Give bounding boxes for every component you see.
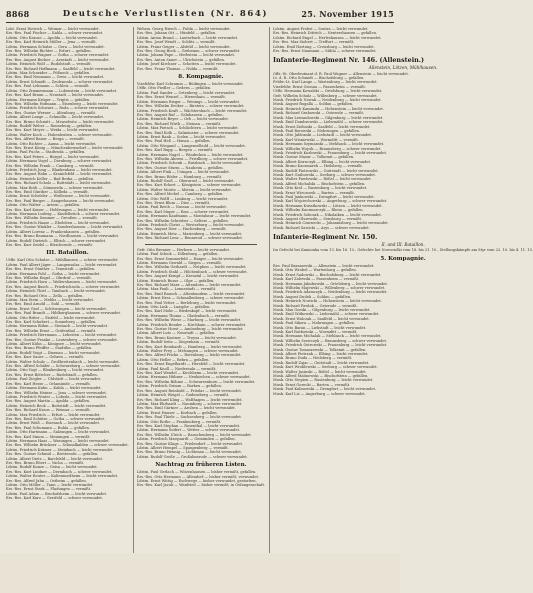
list-entry: Ldstm. Hermann Oswald — Siegen — vermißt. bbox=[136, 260, 222, 265]
list-entry: Ldstm. Ernst Wittig — Eschwege — bisher verwundet, gestorben. bbox=[136, 479, 257, 483]
list-entry: Ldstm. Hermann Pohl — Gotha — leicht verwundet. bbox=[6, 271, 101, 276]
list-entry: Ldstm. Heinrich Keller — Bad Berka — gefallen. bbox=[6, 176, 95, 181]
header-rule bbox=[6, 22, 394, 23]
list-entry: Ers.-Res. Gustav Werner — Altenburg — vermißt. bbox=[6, 110, 97, 115]
list-entry: Ers.-Res. Wilhelm Brückner — Schmalkalden — schwer verwundet. bbox=[6, 443, 129, 448]
list-entry: Musk. Wilhelm Wojcik — Braunsberg — schwer verwundet. bbox=[273, 146, 382, 151]
list-entry: Ers.-Res. Richard Hoffmann — Saalfeld — leicht verwundet. bbox=[6, 66, 116, 71]
list-entry: Musk. Richard Grabowski — Osterode — vermißt. bbox=[273, 111, 365, 116]
list-entry: Ers.-Res. Paul Schumann — Ruhla — gefallen. bbox=[6, 425, 90, 430]
list-entry: Ers.-Res. Ernst König — Münchenbernsdorf — leicht verwundet. bbox=[6, 145, 124, 150]
list-entry: Ldstm. Paul Sander — Ortenberg — leicht verwundet. bbox=[136, 90, 236, 95]
list-entry: Ers.-Res. Karl Braun — Neustadt — leicht verwundet. bbox=[6, 93, 104, 98]
page-number: 8868 bbox=[6, 9, 30, 19]
list-entry: Ldstm. Hermann Hübner — Neukirchen — schwer verwundet. bbox=[136, 375, 251, 380]
list-entry: Ldst. Ernst Dietrich — Weimar — leicht verwundet. bbox=[6, 27, 100, 31]
list-entry: Ldstm. Max Pietsch — Schlüchtern — leicht verwundet. bbox=[136, 126, 239, 131]
list-entry: Lt. d. R. Otto Schmidt — Bischofsburg — gefallen. bbox=[273, 76, 365, 81]
section-heading: 8. Kompagnie. bbox=[178, 74, 224, 81]
list-entry: Musk. Hermann Jakubowski — Ortelsburg — leicht verwundet. bbox=[273, 281, 388, 286]
list-entry: Ldstm. Hermann Haas — Wasungen — leicht verwundet. bbox=[6, 438, 110, 443]
list-entry: Musk. Friedrich Ostrowski — Frauenburg — leicht verwundet. bbox=[273, 343, 388, 348]
list-entry: Ers.-Res. Richard Lenz — Rennerod — schwer verwundet. bbox=[136, 236, 243, 241]
list-entry: Ers.-Res. Richard Marx — Attendorn — leicht verwundet. bbox=[136, 282, 242, 287]
list-entry: Ldstm. Johann Pape — Herbstein — leicht verwundet. bbox=[136, 53, 236, 58]
list-entry: Ldstm. Hermann Rieger — Wenings — leicht verwundet. bbox=[136, 99, 241, 104]
list-entry: Ldstm. Rudolf Große — Großalmerode — schwer verwundet. bbox=[136, 454, 248, 459]
list-entry: Ldstm. Walter Moritz — Idstein — leicht verwundet. bbox=[136, 187, 232, 192]
list-entry: Ldstm. Heinrich Wolf — Rudolstadt — vermißt. bbox=[6, 62, 92, 67]
list-entry: Ldstm. Hermann Vogel — Dornburg — schwer verwundet. bbox=[6, 159, 113, 164]
list-entry: Ldstm. Max Ehrhardt — Naumburg — schwer verwundet. bbox=[136, 401, 243, 406]
list-entry: Ers.-Res. Kurt Sauer — Gehren — vermißt. bbox=[6, 355, 85, 360]
list-entry: Ers.-Res. August Busch — Friedrichroda — schwer verwundet. bbox=[6, 284, 121, 289]
list-entry: Ldstm. Ernst Weiß — Eisenach — leicht verwundet. bbox=[6, 421, 101, 426]
list-entry: Musk. August Dudek — Soldau — gefallen. bbox=[273, 294, 352, 299]
list-entry: Musk. Alfred Michalski — Bischofstein — gefallen. bbox=[273, 181, 366, 186]
list-entry: Ers.-Res. Wilhelm Engel — Ohrdruf — vermißt. bbox=[6, 275, 92, 280]
list-entry: Ers.-Res. Kurt Seidel — Bleicherode — vermißt. bbox=[6, 242, 94, 247]
list-entry: Ldstm. Paul Fuchs — Stadtroda — gefallen. bbox=[6, 150, 86, 155]
list-entry: Ldstm. Rudolf Seitz — Ziegenhain — vermißt. bbox=[136, 340, 221, 345]
list-entry: Ers.-Res. Gustav Winkler — Sondershausen — leicht verwundet. bbox=[6, 225, 124, 230]
list-entry: Ers.-Res. Josef Wendt — Schlitz — vermißt. bbox=[136, 40, 216, 45]
list-entry: Ers.-Res. Karl Kaiser — Heldrungen — leicht verwundet. bbox=[6, 207, 110, 212]
list-entry: Ers.-Res. August Hahn — Kranichfeld — leicht verwundet. bbox=[6, 172, 113, 177]
section-divider bbox=[145, 244, 257, 245]
list-entry: Ers.-Res. Wilhelm Sommer — Greußen — vermißt. bbox=[6, 216, 98, 221]
list-entry: Ers.-Res. Richard Wirth — Steinau — vermißt. bbox=[136, 121, 222, 126]
list-entry: Musk. Karl Lis — Angerburg — schwer verwundet. bbox=[273, 391, 366, 396]
list-entry: Ldstm. Friedrich Christ — Westerburg — leicht verwundet. bbox=[136, 223, 245, 228]
list-entry: Musk. Heinrich Czarnecki — Johannisburg — leicht verwundet. bbox=[273, 221, 389, 226]
list-entry: Ers.-Res. Georg Bock — Grebenau — schwer verwundet. bbox=[136, 49, 241, 54]
list-entry: Musk. Kurt Grabowski — Seeburg — schwer verwundet. bbox=[273, 172, 376, 177]
list-entry: Ers.-Res. Paul Berger — Sangerhausen — leicht verwundet. bbox=[6, 198, 115, 203]
list-entry: Ers.-Res. August Reinhold — Fritzlar — leicht verwundet. bbox=[136, 388, 242, 393]
list-entry: Ers.-Res. Wilhelm Wiese — Marburg — leicht verwundet. bbox=[136, 318, 242, 323]
list-entry: Ers.-Res. Gustav Kluge — Frielendorf — leicht verwundet. bbox=[136, 441, 244, 446]
list-entry: Ldstm. Friedrich Winter — Lobeda — leicht verwundet. bbox=[6, 394, 108, 399]
list-entry: Wehrm. Georg Hirsch — Fulda — leicht verwundet. bbox=[136, 27, 231, 31]
list-entry: Ers.-Res. Richard Kraus — Weimar — vermißt. bbox=[6, 408, 91, 413]
list-entry: Musk. Rudolf Zajac — Guttstadt — leicht verwundet. bbox=[273, 360, 370, 365]
list-entry: Ldstm. Josef Kirchner — Schotten — leicht verwundet. bbox=[136, 62, 237, 67]
list-entry: Musk. Richard Sawicki — Arys — schwer verwundet. bbox=[273, 225, 370, 230]
list-entry: Ers.-Res. Alfred Jahn — Ostheim — gefallen. bbox=[6, 478, 87, 483]
list-entry: Ldstm. Paul Reich — Nassau — leicht verwundet. bbox=[136, 205, 227, 210]
list-entry: Ers.-Res. Karl Heinrich Müller — Jena — vermißt. bbox=[6, 40, 97, 45]
list-entry: Ers.-Res. Bruno Pfeiffer — Stadtilm — gefallen. bbox=[6, 346, 93, 351]
list-entry: Musk. Emil Dombrowski — Liebemühl — schwer verwundet. bbox=[273, 120, 384, 125]
list-entry: Ldstm. Rudolf Weber — Ronneburg — gefallen. bbox=[6, 123, 93, 128]
list-entry: Res. Paul Baranowski — Allenstein — leicht verwundet. bbox=[273, 263, 375, 268]
list-entry: Utffz. Otto Fiedler — Gedern — gefallen. bbox=[136, 86, 212, 91]
list-entry: Musk. Paul Borowski — Mohrungen — gefallen. bbox=[273, 128, 361, 133]
list-entry: Ldstm. Walter Reuter — Kaltennordheim — leicht verwundet. bbox=[6, 474, 119, 479]
list-entry: Musk. Heinrich Nowicki — Hohenstein — leicht verwundet. bbox=[273, 299, 382, 304]
list-entry: Ldstm. Heinrich Beyer — Orb — leicht verwundet. bbox=[136, 117, 229, 122]
list-entry: Ers.-Res. Wilhelm Böhme — Schwarzenborn — leicht verwundet. bbox=[136, 379, 256, 384]
column-left bbox=[6, 27, 129, 553]
list-entry: Ldstm. Hermann Krüger — Triptis — gefallen. bbox=[6, 97, 91, 102]
list-entry: Ers.-Res. Ernst Böttcher — Rudolstadt — gefallen. bbox=[6, 372, 98, 377]
list-entry: Ldstm. August Probst — Sontra — leicht verwundet. bbox=[273, 27, 369, 31]
column-right bbox=[269, 27, 533, 553]
list-entry: Ers.-Res. Karl Schubert — Sonneberg — gefallen. bbox=[6, 320, 97, 324]
list-entry: Vizefeldw. Karl Schramm — Büdingen — leicht verwundet. bbox=[136, 82, 244, 87]
list-entry: Ers.-Res. Karl Mayer — Ems — schwer verwundet. bbox=[136, 209, 230, 214]
bottom-margin bbox=[0, 553, 400, 593]
list-entry: Musk. Walter Jasinski — Rößel — leicht verwundet. bbox=[273, 369, 367, 374]
list-entry: Musk. Gustav Mazur — Tolkemit — gefallen. bbox=[273, 155, 355, 160]
list-entry: Ers.-Res. Otto Hermann — Allendorf — bisher vermißt, verwundet. bbox=[136, 474, 260, 479]
list-entry: Musk. Bruno Duda — Heilsberg — vermißt. bbox=[273, 356, 353, 361]
list-entry: Musk. Otto Wrobel — Wartenburg — gefallen. bbox=[273, 268, 357, 273]
list-entry: Musk. Hermann Michalak — Mehlsack — leicht verwundet. bbox=[273, 334, 382, 339]
list-entry: Musk. Emil Witkowski — Liebemühl — schwer verwundet. bbox=[273, 312, 380, 317]
list-entry: Ers.-Res. Johann Ott — Hünfeld — gefallen. bbox=[136, 31, 217, 36]
list-entry: Ers.-Res. Alfred Fricke — Rotenburg — leicht verwundet. bbox=[136, 353, 242, 358]
list-entry: Ldstm. Max Friedrich — Erfurt — leicht verwundet. bbox=[6, 412, 101, 417]
list-entry: Ers.-Res. Gustav Horst — Amöneburg — leicht verwundet. bbox=[136, 327, 244, 331]
list-entry: Ldstm. Friedrich Jung — Blankenhain — leicht verwundet. bbox=[6, 168, 113, 172]
list-entry: Ers.-Res. Bruno Schmitt — Meuselwitz — leicht verwundet. bbox=[6, 119, 115, 124]
list-entry: Ldstm. Max Stein — Mehlis — leicht verwundet. bbox=[6, 297, 95, 302]
list-entry: Ldstm. Ernst Raab — Soden — leicht verwundet. bbox=[136, 134, 227, 139]
list-entry: Ldstm. Otto Link — Laasphe — gefallen. bbox=[136, 304, 211, 309]
list-entry: Musk. Albert Krawczyk — Elbing — leicht verwundet. bbox=[273, 159, 372, 164]
list-entry: Ers.-Res. Karl Hesse — Orlamünde — vermißt. bbox=[6, 381, 92, 386]
list-entry: Ldstm. Rudolf Groß — Oberursel — leicht verwundet. bbox=[136, 179, 235, 183]
list-entry: Ldstm. Friedrich Wagner — Gotha — schwer verwundet. bbox=[6, 53, 110, 58]
list-entry: Musk. Ernst Wieczorek — Barten — vermißt. bbox=[273, 190, 355, 195]
list-entry: Ers.-Res. Wilhelm Decker — Birstein — schwer verwundet. bbox=[136, 104, 245, 109]
list-entry: Ldstm. Heinrich Weigel — Gudensberg — vermißt. bbox=[136, 393, 230, 398]
list-entry: Ldstm. Friedrich Haase — Ebeleben — leicht verwundet. bbox=[6, 220, 110, 225]
list-entry: Musk. Bruno Kaczmarek — Heilsberg — vermißt. bbox=[273, 164, 363, 169]
list-entry: Ldstm. Friedrich Stahl — Hilchenbach — schwer verwundet. bbox=[136, 269, 248, 274]
list-entry: Ldstm. Otto Hartmann — Salzungen — leicht verwundet. bbox=[6, 430, 111, 435]
list-entry: Ers.-Res. Wilhelm Hofmann — Eisenberg — leicht verwundet. bbox=[6, 101, 119, 106]
publication-date: 25. November 1915 bbox=[301, 9, 394, 19]
list-entry: Musk. Hermann Kwiatkowski — Lötzen — leicht verwundet. bbox=[273, 203, 383, 208]
list-entry: Ers.-Res. Karl Mohr — Biedenkopf — leicht verwundet. bbox=[136, 309, 238, 314]
list-entry: Ldstm. Heinrich Busse — Olpe — gefallen. bbox=[136, 278, 215, 283]
list-entry: Ldstm. Rudolf Kunze — Geisa — leicht verwundet. bbox=[6, 465, 98, 470]
list-entry: Ers.-Res. Gustav Franke — Leutenberg — schwer verwundet. bbox=[6, 337, 119, 342]
list-entry: Ers.-Res. Wilhelm Ahrens — Friedberg — schwer verwundet. bbox=[136, 156, 249, 161]
list-entry: Ldstm. Otto Wolff — Limburg — leicht verwundet. bbox=[136, 196, 229, 201]
list-entry: Musk. Heinrich Kaminski — Hohenstein — leicht verwundet. bbox=[273, 106, 384, 111]
list-entry: Ldstm. Paul Schick — Dillenburg — gefallen. bbox=[136, 252, 219, 257]
list-entry: Ldstm. Friedrich Grimm — Borken — gefallen. bbox=[136, 384, 222, 389]
list-entry: Ldstm. Albert Hempel — Spangenberg — vermißt. bbox=[136, 445, 229, 450]
list-entry: Musk. Friedrich Nowak — Neidenburg — leicht verwundet. bbox=[273, 98, 382, 103]
list-entry: Ldstm. Hermann Thoma — Gladenbach — vermißt. bbox=[136, 313, 231, 318]
section-subheading: Allenstein, Lötzen, Mühlhausen. bbox=[368, 65, 438, 71]
list-entry: Ers.-Res. Richard Otto — Zella — gefallen. bbox=[6, 293, 84, 298]
list-entry: Ers.-Res. Heinrich Dittrich — Nentershausen — gefallen. bbox=[273, 31, 378, 36]
list-entry: Musk. Karl Wojciechowski — Angerburg — schwer verwundet. bbox=[273, 199, 388, 204]
list-entry: Ldstm. Otto Wiegand — Langenselbold — leicht verwundet. bbox=[136, 143, 246, 148]
list-entry: Ers.-Res. Paul Fischer — Kahla — schwer verwundet. bbox=[6, 31, 104, 36]
list-entry: Ers.-Res. Wilhelm Frank — Camburg — vermißt. bbox=[6, 163, 95, 168]
page-header bbox=[6, 6, 394, 22]
list-entry: Ldstm. Albert Lutz — Neustadt — gefallen. bbox=[136, 331, 216, 336]
list-entry: Ldstm. Hermann Schulze — Gera — leicht verwundet. bbox=[6, 44, 105, 49]
list-entry: Musk. Paul Kalinowski — Drengfurt — leicht verwundet. bbox=[273, 387, 377, 392]
list-entry: Ldstm. Albert Fink — Usingen — leicht verwundet. bbox=[136, 170, 230, 175]
list-entry: Ers.-Res. Karl Peters — Bürgel — leicht verwundet. bbox=[6, 154, 100, 159]
list-entry: Ldstm. Franz Geiger — Alsfeld — leicht verwundet. bbox=[136, 44, 231, 49]
list-entry: Musk. Wilhelm Majewski — Willenberg — schwer verwundet. bbox=[273, 285, 386, 290]
list-entry: Ers.-Res. Kurt Lindner — Dermbach — schwer verwundet. bbox=[6, 469, 113, 474]
list-entry: Ers.-Res. Ernst Stark — Fladungen — vermißt. bbox=[6, 487, 92, 492]
list-entry: Ers.-Res. Ernst Blum — Diez — vermißt. bbox=[136, 201, 211, 206]
list-entry: Ers.-Res. Emil Rausch — Altenhundem — leicht verwundet. bbox=[136, 291, 246, 296]
list-entry: Ldstm. Walter Frey — Melsungen — schwer verwundet. bbox=[136, 349, 239, 354]
list-entry: Ldstm. Friedrich Marquardt — Gemünden — gefallen. bbox=[136, 437, 236, 442]
list-entry: Ers.-Res. August Ruf — Gelnhausen — gefallen. bbox=[136, 112, 224, 117]
list-entry: Ers.-Res. Karl Simon — Meiningen — vermißt. bbox=[6, 434, 91, 439]
list-entry: Ldstm. Paul Adam — Bischofsheim — leicht verwundet. bbox=[6, 491, 108, 496]
list-entry: Musk. Kurt Wroblewski — Seeburg — schwer verwundet. bbox=[273, 365, 378, 370]
list-entry: Musk. Ernst Zielinski — Saalfeld — leicht verwundet. bbox=[273, 124, 371, 129]
list-entry: Musk. Friedrich Kozlowski — Frauenburg — leicht verwundet. bbox=[273, 150, 388, 155]
list-entry: Ldstm. Anton Brand — Lauterbach — leicht verwundet. bbox=[136, 35, 239, 40]
list-entry: Ers.-Res. Richard Scholz — Buttstädt — leicht verwundet. bbox=[6, 181, 112, 186]
list-entry: Musk. Wilhelm Szewczyk — Braunsberg — schwer verwundet. bbox=[273, 338, 388, 343]
list-entry: Ldstm. Friedrich Herrmann — Lehesten — leicht verwundet. bbox=[6, 333, 118, 338]
list-entry: Ers.-Res. Anton Sauer — Ulrichstein — gefallen. bbox=[136, 57, 225, 62]
list-entry: Ers.-Res. Paul Vetter — Berleburg — leicht verwundet. bbox=[136, 300, 237, 305]
list-entry: Ldstm. Otto Rothe — Frankenberg — vermißt. bbox=[136, 419, 222, 424]
list-entry: Gefr. Wilhelm Schulz — Willenberg — schwer verwundet. bbox=[273, 93, 378, 98]
section-subheading: II. und III. Bataillon. bbox=[381, 242, 425, 248]
list-entry: Ldstm. Hermann Ludwig — Kindelbrück — schwer verwundet. bbox=[6, 212, 121, 217]
list-entry: Ers.-Res. Paul Heß — Hanau — gefallen. bbox=[136, 139, 211, 144]
list-entry: Ers.-Res. Wilhelm Richter — Erfurt — gefallen. bbox=[6, 49, 92, 54]
list-entry: Musk. Paul Sikora — Mohrungen — gefallen. bbox=[273, 321, 355, 326]
list-entry: Ers.-Res. August Kempf — Kreuztal — leicht verwundet. bbox=[136, 274, 240, 279]
list-entry: Musk. Albert Pietrzak — Elbing — leicht verwundet. bbox=[273, 352, 369, 356]
list-entry: Ldstm. Albert Lorenz — Frankenhausen — gefallen. bbox=[6, 229, 101, 234]
list-entry: Ers.-Res. Emil Kolb — Salmünster — schwer verwundet. bbox=[136, 130, 240, 135]
list-entry: Musk. Friedrich Adamczyk — Neidenburg — leicht verwundet. bbox=[273, 290, 388, 295]
publication-title: Deutsche Verlustlisten (Nr. 864) bbox=[62, 9, 269, 19]
list-entry: Ldstm. Albert Lange — Schmölln — leicht verwundet. bbox=[6, 115, 105, 120]
list-entry: Musk. Hermann Szymanski — Mehlsack — leicht verwundet. bbox=[273, 142, 385, 147]
list-entry: Ldstm. Friedrich Horn — Waltershausen — leicht verwundet. bbox=[6, 280, 118, 285]
list-entry: Musk. Otto Jablonski — Liebstadt — leicht verwundet. bbox=[273, 133, 372, 138]
section-heading: 5. Kompagnie. bbox=[380, 255, 426, 262]
list-entry: Ers.-Res. Gustav Schmid — Brotterode — gefallen. bbox=[6, 452, 99, 457]
list-entry: Ers.-Res. Wilhelm Schreiber — Selters — gefallen. bbox=[136, 218, 229, 223]
list-entry: Musk. Ernst Gorecki — Barten — vermißt. bbox=[273, 382, 351, 387]
list-entry: Ldstm. Heinrich Thiel — Tambach — leicht verwundet. bbox=[6, 289, 106, 294]
list-entry: Ers.-Res. Max Siebert — Treffurt — vermißt. bbox=[273, 40, 355, 45]
list-entry: Musk. Karl Zalewski — Passenheim — vermißt. bbox=[273, 277, 360, 282]
list-entry: Ers.-Res. Paul Lehmann — Schleiz — vermißt. bbox=[6, 84, 90, 89]
list-entry: Ers.-Res. Kurt Eckert — Königstein — schwer verwundet. bbox=[136, 183, 242, 188]
list-entry: Ldstm. Friedrich Schwarz — Roda — schwer verwundet. bbox=[6, 106, 110, 111]
list-entry: Musk. August Olszewski — Sensburg — vermißt. bbox=[273, 217, 363, 222]
list-entry: Ers.-Res. Ernst Sommerfeld — Haiger — leicht verwundet. bbox=[136, 256, 244, 261]
list-entry: Ldstm. Ernst Hauser — Korbach — gefallen. bbox=[136, 410, 218, 415]
list-entry: Musk. Max Lewandowski — Gilgenburg — leicht verwundet. bbox=[273, 115, 384, 120]
list-entry: Ers.-Res. August Becker — Arnstadt — leicht verwundet. bbox=[6, 57, 110, 62]
list-entry: Ers.-Res. Paul Thiele — Sachsenberg — leicht verwundet. bbox=[136, 415, 243, 420]
list-entry: Ldstm. Heinrich Metz — Marienberg — leicht verwundet. bbox=[136, 231, 243, 236]
list-entry: Ldstm. Albert Kühn — Königsee — leicht verwundet. bbox=[6, 342, 102, 347]
list-entry: Ers.-Res. Ernst Naumann — Mihla — schwer verwundet. bbox=[273, 49, 377, 54]
list-entry: Ers.-Res. Richard Kling — Wolfhagen — leicht verwundet. bbox=[136, 397, 243, 402]
list-entry: Ers.-Res. Emil Gärtner — Arolsen — leicht verwundet. bbox=[136, 406, 236, 411]
list-entry: Ers.-Res. Wilhelm Gerhardt — Netphen — leicht verwundet. bbox=[136, 265, 247, 270]
list-entry: Ldstm. Walter Koch — Hohenleuben — schwer verwundet. bbox=[6, 132, 113, 137]
list-entry: Ers.-Res. Emil Neumann — Greiz — leicht verwundet. bbox=[6, 75, 105, 80]
list-entry: Musk. Paul Jankowski — Drengfurt — leicht verwundet. bbox=[273, 195, 375, 200]
list-entry: Musk. Alfred Malinowski — Bischofstein — gefallen. bbox=[273, 374, 369, 379]
list-entry: Ldstm. Hermann Böhm — Steinach — leicht verwundet. bbox=[6, 324, 109, 329]
list-entry: Ldstm. Paul Knoll — Niederaula — vermißt. bbox=[136, 366, 217, 371]
column-middle bbox=[133, 27, 265, 553]
list-entry: Utffz. Hermann Kowalski — Ortelsburg — leicht verwundet. bbox=[273, 89, 383, 94]
list-entry: Ldstm. Friedrich Kraft — Wächtersbach — leicht verwundet. bbox=[136, 108, 248, 113]
list-entry: Ldstm. Otto Heller — Bebra — gefallen. bbox=[136, 357, 210, 362]
list-entry: Ldstm. Ernst Graf — Schleusingen — leicht verwundet. bbox=[6, 306, 107, 311]
list-entry: Ldstm. Otto Walter — Artern — gefallen. bbox=[6, 203, 81, 208]
list-entry: Ers.-Res. Kurt Meyer — Weida — leicht verwundet. bbox=[6, 128, 100, 133]
list-entry: Ldstm. Ernst Hess — Schmallenberg — schwer verwundet. bbox=[136, 296, 245, 301]
list-entry: Musk. Otto Baran — Liebstadt — leicht verwundet. bbox=[273, 325, 367, 330]
list-entry: Ers.-Res. Ernst Günther — Tennstedt — gefallen. bbox=[6, 267, 96, 272]
list-entry: Musk. Ernst Walczak — Saalfeld — leicht verwundet. bbox=[273, 316, 370, 321]
list-entry: Ldstm. Friedrich Krämer — Steinbach — leicht verwundet. bbox=[6, 447, 114, 452]
list-entry: Ldstm. Paul Gerlach — Witzenhausen — bisher vermißt, gefallen. bbox=[136, 470, 257, 475]
list-entry: Ldstm. Otto Vogt — Blankenburg — leicht verwundet. bbox=[6, 368, 105, 373]
list-entry: Musk. Karl Wisniewski — Wormditt — vermißt. bbox=[273, 137, 359, 142]
list-entry: Ers.-Res. Alfred Schäfer — Schwarzburg — schwer verwundet. bbox=[6, 364, 121, 369]
list-entry: Musk. Karl Rutkowski — Wormditt — vermißt. bbox=[273, 329, 358, 334]
list-entry: Musk. Walter Pawlowski — Rößel — leicht verwundet. bbox=[273, 177, 372, 182]
list-entry: Ers.-Res. Karl Stephan — Rosenthal — leicht verwundet. bbox=[136, 423, 241, 428]
list-entry: Ldstm. Heinrich Beck — Buttstädt — leicht verwundet. bbox=[6, 403, 107, 408]
list-entry: Ers.-Res. Wilhelm Ulrich — Rauschenberg — leicht verwundet. bbox=[136, 432, 252, 437]
list-entry: Vizefeldw. Ernst Gronau — Passenheim — vermißt. bbox=[273, 84, 366, 89]
list-entry: Ers.-Res. Bruno Kastner — Treysa — leicht verwundet. bbox=[136, 335, 237, 340]
list-entry: Ers.-Res. Wilhelm Heinze — Jena — schwer verwundet. bbox=[6, 390, 107, 395]
list-entry: Utffz. Karl Otto Schulze — Mühlhausen — schwer verwundet. bbox=[6, 258, 119, 263]
list-entry: Ldstm. Emil Hartung — Creuzburg — leicht verwundet. bbox=[273, 44, 375, 49]
text-columns bbox=[6, 27, 533, 553]
list-entry: Ers.-Res. Ernst Engelhardt — Hersfeld — leicht verwundet. bbox=[136, 362, 246, 367]
list-entry: Ldstm. Ernst Schröder — Weißensee — leicht verwundet. bbox=[6, 194, 111, 199]
list-entry: Ers.-Res. Paul Brandt — Hildburghausen — schwer verwundet. bbox=[6, 311, 122, 316]
list-entry: Gefr. Otto Brenner — Herborn — leicht verwundet. bbox=[136, 247, 231, 252]
list-entry: Musk. Wilhelm Kaczmarczyk — Rhein — gefallen. bbox=[273, 208, 364, 213]
list-entry: Ldstm. Ernst Schmidt — Zeulenroda — schwer verwundet. bbox=[6, 79, 114, 84]
list-entry: Ldstm. Hermann Seifert — Wetter — schwer verwundet. bbox=[136, 428, 241, 433]
section-heading: Infanterie-Regiment Nr. 146. (Allenstein.) bbox=[273, 56, 425, 65]
section-heading: Nachtrag zu früheren Listen. bbox=[155, 462, 247, 469]
list-entry: Ldstm. Otto Richter — Auma — leicht verwundet. bbox=[6, 141, 97, 146]
list-entry: Ldstm. Paul Ziegler — Uhlstädt — leicht verwundet. bbox=[6, 377, 102, 382]
list-entry: Ldstm. Richard Engel — Herleshausen — leicht verwundet. bbox=[273, 35, 382, 40]
list-entry: Musk. Otto Krol — Rastenburg — leicht verwundet. bbox=[273, 186, 368, 191]
list-entry: Ldstm. Friedrich Bender — Kirchhain — schwer verwundet. bbox=[136, 322, 247, 327]
list-entry: Ldstm. Otto Ritter — Eisfeld — leicht verwundet. bbox=[6, 315, 96, 320]
list-entry: Ers.-Res. Alfred Bauer — Berga — vermißt. bbox=[6, 137, 85, 142]
list-entry: Ldstm. Albert Dietz — Barchfeld — leicht verwundet. bbox=[6, 456, 104, 461]
list-entry: Feldw.-Lt. Karl Lange — Wartenburg — leicht verwundet. bbox=[273, 80, 378, 85]
list-entry: Ers.-Res. August Dörr — Hachenburg — vermißt. bbox=[136, 227, 227, 232]
list-entry: Ers.-Res. Ernst Wenzel — Hirzenhain — vermißt. bbox=[136, 95, 226, 100]
list-entry: Ers.-Res. August Martin — Apolda — gefallen. bbox=[6, 399, 91, 404]
list-entry: Musk. Otto Stepien — Rastenburg — leicht verwundet. bbox=[273, 378, 374, 383]
list-entry: Ers.-Res. Karl Wendel — Kirchheim — leicht verwundet. bbox=[136, 371, 240, 376]
list-entry: Musk. Friedrich Sobczak — Nikolaiken — leicht verwundet. bbox=[273, 212, 383, 217]
list-entry: Ldstm. Rudolf Voigt — Ilmenau — leicht verwundet. bbox=[6, 350, 101, 355]
list-entry: Ers.-Res. Karl Kurz — Gersfeld — schwer verwundet. bbox=[6, 496, 103, 501]
list-entry: Ldstm. Paul Albert Jäger — Langensalza — leicht verwundet. bbox=[6, 262, 118, 267]
list-entry: Ldstm. Friedrich Schenk — Butzbach — leicht verwundet. bbox=[136, 161, 243, 166]
list-entry: Musk. Richard Pawlak — Osterode — vermißt. bbox=[273, 303, 358, 308]
list-entry: Offz.-St. Oberleutnant d. R. Paul Wagner — Allenstein — leicht verwundet. bbox=[273, 71, 409, 76]
list-entry: Ldstm. Rudolf Dietrich — Ellrich — schwer verwundet. bbox=[6, 238, 107, 243]
list-entry: Ldstm. Max Pauli — Lennestadt — vermißt. bbox=[136, 287, 217, 292]
list-entry: Ers.-Res. Bruno Baumann — Nordhausen — leicht verwundet. bbox=[6, 234, 120, 239]
list-entry: Ers.-Res. Emil Arnold — Suhl — vermißt. bbox=[6, 302, 81, 307]
list-entry: Ers.-Res. Alfred Michel — Camberg — gefallen. bbox=[136, 192, 224, 197]
list-entry: Ldstm. Max Schneider — Pößneck — gefallen. bbox=[6, 71, 91, 76]
list-entry: Ers.-Res. Kurt Reinhardt — Homberg — leicht verwundet. bbox=[136, 344, 243, 349]
list-entry: Ers.-Res. Bruno Ebert — Vacha — vermißt. bbox=[6, 461, 85, 465]
list-entry: Ers.-Res. Bruno Hennig — Lichtenau — leicht verwundet. bbox=[136, 450, 242, 455]
list-entry: Ldstm. Max Roth — Sömmerda — schwer verwundet. bbox=[6, 185, 104, 190]
list-entry: Im Gefecht bei Kamionka vom 13. bis 16. 10., Gefechte bei Nowosiolki vom 18. bis 21. 10., Stellungskämpfe am Styr vom 22. 10. bis 4. 11. 15. bbox=[273, 248, 533, 253]
list-entry: Ers.-Res. Karl Jacob — Wanfried — bisher vermißt, in Gefangenschaft. bbox=[136, 483, 266, 488]
list-entry: Ldstm. Walter Schulz — Großbreitenbach — leicht verwundet. bbox=[6, 359, 120, 364]
list-entry: Musk. Gustav Tomaszewski — Tolkemit — gefallen. bbox=[273, 347, 367, 352]
list-entry: Musk. August Rogalla — Soldau — gefallen. bbox=[273, 102, 354, 107]
section-heading: III. Bataillon. bbox=[46, 250, 89, 257]
list-entry: Ldstm. Otto Möller — Tann — leicht verwundet. bbox=[6, 483, 94, 488]
list-entry: Ldstm. Hermann Kuhn — Kahla — leicht verwundet. bbox=[6, 386, 102, 391]
list-entry: Musk. Max Gorski — Gilgenburg — leicht verwundet. bbox=[273, 307, 371, 312]
list-entry: Ldstm. Otto Krause — Apolda — leicht verwundet. bbox=[6, 35, 98, 40]
list-entry: Ers.-Res. Karl Rupp — Bergen — vermißt. bbox=[136, 148, 214, 153]
list-entry: Ers.-Res. Emil Günther — Kölleda — vermißt. bbox=[6, 190, 89, 195]
list-entry: Ers.-Res. Emil Schütze — Gotha — schwer verwundet. bbox=[6, 416, 106, 421]
list-entry: Ers.-Res. Gustav Sturm — Nauheim — gefallen. bbox=[136, 165, 224, 170]
list-entry: Ldstm. Hermann Kaufmann — Montabaur — leicht verwundet. bbox=[136, 214, 252, 219]
list-entry: Ldstm. Hermann Nagel — Windecken — leicht verwundet. bbox=[136, 152, 244, 157]
list-entry: Ers.-Res. Bruno Röder — Homburg — vermißt. bbox=[136, 174, 223, 179]
list-entry: Musk. Rudolf Piotrowski — Guttstadt — leicht verwundet. bbox=[273, 168, 379, 173]
section-heading: Infanterie-Regiment Nr. 150. bbox=[273, 233, 378, 242]
list-entry: Ers.-Res. Wilhelm Ernst — Gräfenthal — vermißt. bbox=[6, 328, 97, 333]
list-entry: Ldstm. Otto Zimmermann — Lobenstein — leicht verwundet. bbox=[6, 88, 118, 93]
list-entry: Ers.-Res. Franz Thomas — Nidda — vermißt. bbox=[136, 66, 219, 71]
list-entry: Musk. Ernst Sadowski — Bischofsburg — leicht verwundet. bbox=[273, 272, 382, 277]
